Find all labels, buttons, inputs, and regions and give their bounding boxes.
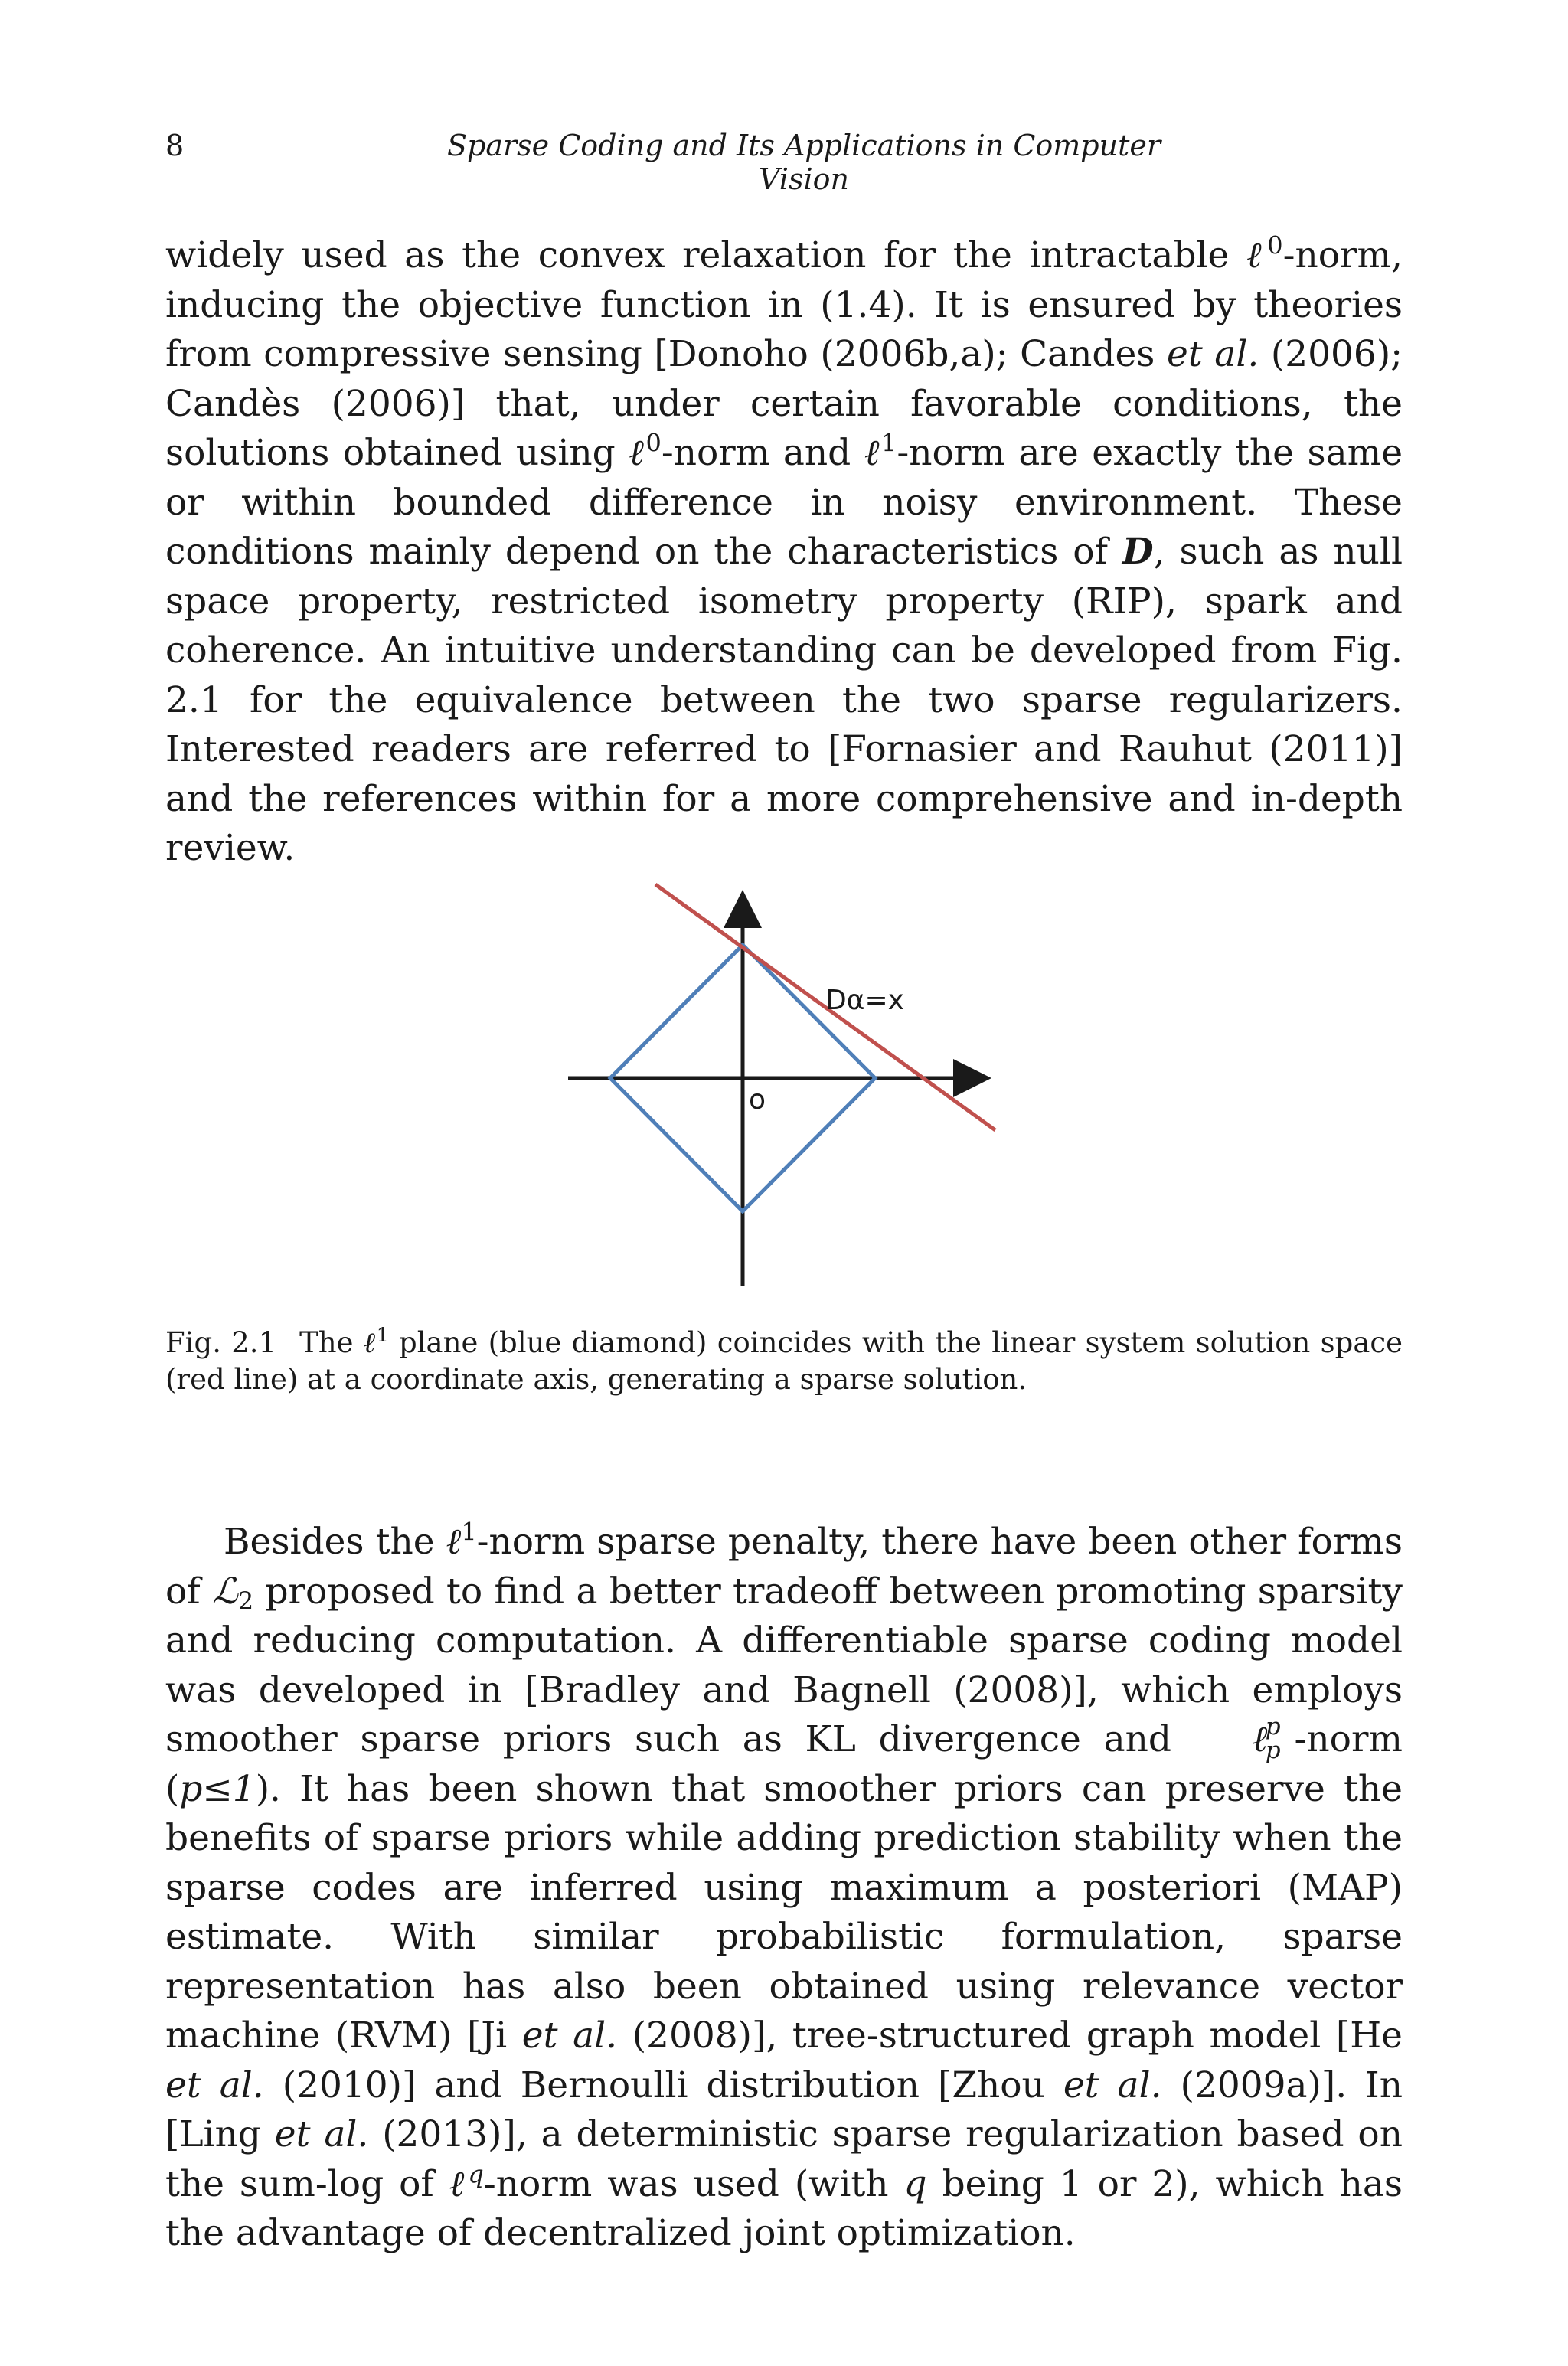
origin-label: o [749,1084,766,1116]
paragraph-2: Besides the ℓ$^1$-norm sparse penalty, there have been other forms of ℒ$_2$ proposed to find a better tradeoff between promoting sparsity and reducing computation. A differentiable sparse coding model was developed in [Bradley and Bagnell (2008)], which employs smoother sparse priors such as KL divergence and ℓ p p -norm (p≤1). It has been shown that smoother priors can preserve the benefits of sparse priors while adding prediction stability when the sparse codes are inferred using maximum a posteriori (MAP) estimate. With similar probabilistic formulation, sparse representation has also been obtained using relevance vector machine (RVM) [Ji et al. (2008)], tree-structured graph model [He et al. (2010)] and Bernoulli distribution [Zhou et al. (2009a)]. In [Ling et al. (2013)], a deterministic sparse regularization based on the sum-log of ℓ$^q$-norm was used (with q being 1 or 2), which has the advantage of decentralized joint optimization. [165,1517,1403,2254]
line-label: Dα=x [825,985,904,1016]
figure-2-1 [536,865,1026,1302]
figure-caption: Fig. 2.1 The ℓ$^1$ plane (blue diamond) coincides with the linear system solution space (red line) at a coordinate axis, generating a sparse solution. [165,1324,1403,1396]
figure-number: Fig. 2.1 [165,1326,277,1359]
paragraph-1: widely used as the convex relaxation for the intractable ℓ$^0$-norm, inducing the objective function in (1.4). It is ensured by theories from compressive sensing [Donoho (2006b,a); Candes et al. (2006); Candès (2006)] that, under certain favorable conditions, the solutions obtained using ℓ$^0$-norm and ℓ$^1$-norm are exactly the same or within bounded difference in noisy environment. These conditions mainly depend on the characteristics of D, such as null space property, restricted isometry property (RIP), spark and coherence. An intuitive understanding can be developed from Fig. 2.1 for the equivalence between the two sparse regularizers. Interested readers are referred to [Fornasier and Rauhut (2011)] and the references within for a more comprehensive and in-depth review. [165,230,1403,869]
running-title: Sparse Coding and Its Applications in Computer Vision [446,129,1161,196]
page-number: 8 [165,129,185,162]
l1-diagram [536,865,1026,1302]
